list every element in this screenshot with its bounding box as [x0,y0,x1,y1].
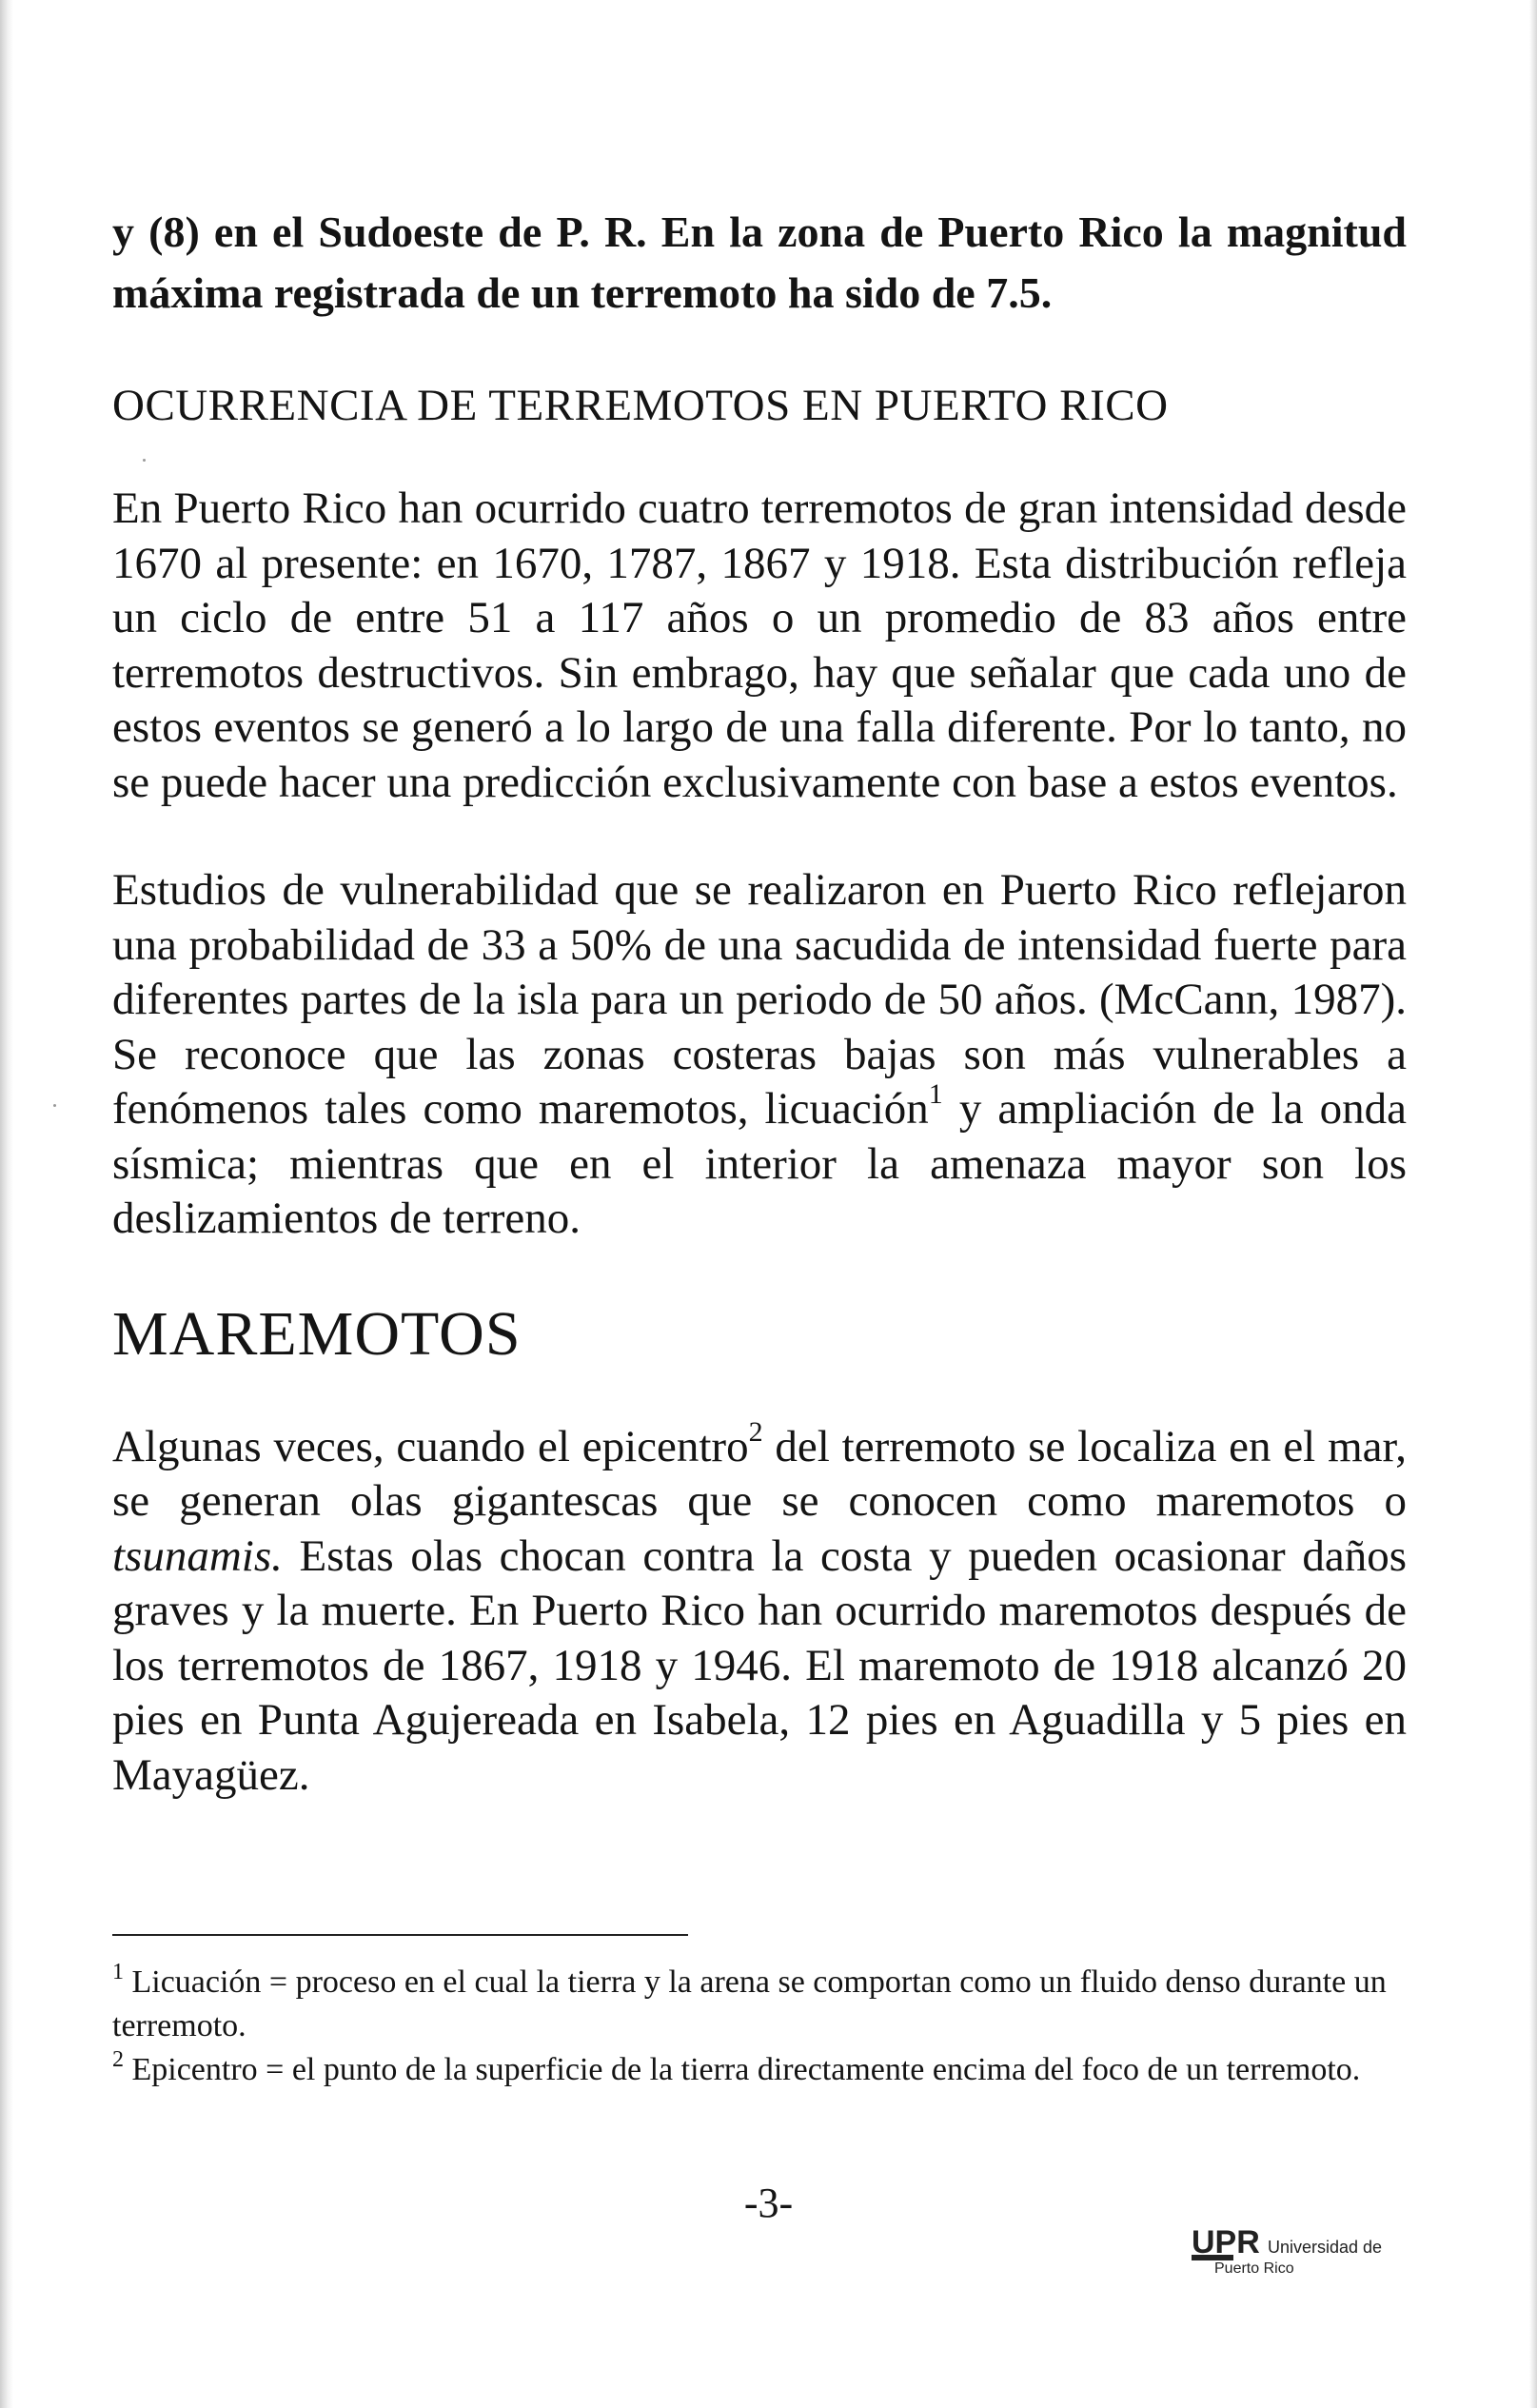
footnote-divider [112,1934,688,1936]
footnote-ref-2: 2 [748,1415,763,1448]
footnote-1 [112,1961,1407,2048]
paragraph-vulnerability [112,863,1407,1247]
page-number: -3- [743,2180,794,2226]
page-edge-shadow [0,0,13,2408]
logo-puerto-rico-text: Puerto Rico [1214,2260,1294,2277]
page-edge-shadow-right [1529,0,1537,2408]
paragraph-maremotos-text-c: Estas olas chocan contra la costa y pueden ocasionar daños graves y la muerte. En Puerto Rico han ocurrido maremotos después de los terremotos de 1867, 1918 y 1946. El maremoto de 1918 alcanzó 20 pies en Punta Agujereada en Isabela, 12 pies en Aguadilla y 5 pies en Mayagüez. [112,1530,1407,1800]
footnote-1-number: 1 [112,1959,124,1984]
paragraph-maremotos-text-a: Algunas veces, cuando el epicentro [112,1421,749,1471]
footnotes [112,1961,1407,2092]
maremotos-heading: MAREMOTOS [112,1298,522,1369]
intro-paragraph: y (8) en el Sudoeste de P. R. En la zona de Puerto Rico la magnitud máxima registrada de un terremoto ha sido de 7.5. [112,207,1407,317]
paragraph-vulnerability-text-b: y ampliación de la onda sísmica; mientras que en el interior la amenaza mayor son los deslizamientos de terreno. [112,1084,1407,1243]
scan-speck [53,1104,56,1107]
footnote-2-text: Epicentro = el punto de la superficie de la tierra directamente encima del foco de un terremoto. [124,2052,1361,2087]
section-heading: OCURRENCIA DE TERREMOTOS EN PUERTO RICO [112,381,1169,430]
logo-university-text: Universidad de [1268,2238,1383,2257]
paragraph-maremotos-text-b: del terremoto se localiza en el mar, se generan olas gigantescas que se conocen como maremotos o [112,1421,1408,1526]
upr-logo [1190,2213,1456,2289]
footnote-1-text: Licuación = proceso en el cual la tierra y la arena se comportan como un fluido denso durante un terremoto. [112,1964,1387,2043]
paragraph-vulnerability-text-a: Estudios de vulnerabilidad que se realizaron en Puerto Rico reflejaron una probabilidad de 33 a 50% de una sacudida de intensidad fuerte para diferentes partes de la isla para un periodo de 50 años. (McCann, 1987). Se reconoce que las zonas costeras bajas son más vulnerables a fenómenos tales como maremotos, licuación [112,865,1407,1134]
footnote-2-number: 2 [112,2046,124,2072]
paragraph-maremotos [112,1415,1408,1804]
logo-mark-text: UPR [1192,2224,1260,2260]
footnote-ref-1: 1 [928,1078,943,1111]
page-content [112,202,1407,1803]
footnote-2 [112,2048,1407,2092]
paragraph-occurrence: En Puerto Rico han ocurrido cuatro terremotos de gran intensidad desde 1670 al presente: en 1670, 1787, 1867 y 1918. Esta distribución refleja un ciclo de entre 51 a 117 años o un promedio de 83 años entre terremotos destructivos. Sin embrago, hay que señalar que cada uno de estos eventos se generó a lo largo de una falla diferente. Por lo tanto, no se puede hacer una predicción exclusivamente con base a estos eventos. [112,484,1407,807]
tsunamis-term: tsunamis. [112,1530,283,1581]
